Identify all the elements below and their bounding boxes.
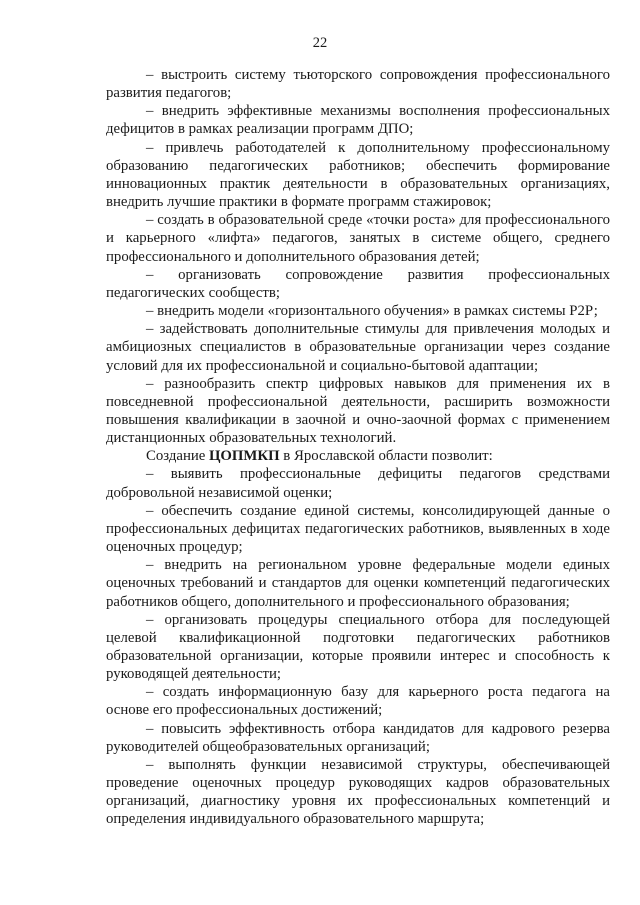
list-item: – задействовать дополнительные стимулы для привлечения молодых и амбициозных специалистов в образовательные организации через создание условий для их профессиональной и социально-бытовой адаптации; [106,321,610,374]
intro-paragraph [106,447,610,465]
list-item: – выполнять функции независимой структуры, обеспечивающей проведение оценочных процедур руководящих кадров образовательных организаций, диагностику уровня их профессиональных компетенций и определения индивидуального образовательного маршрута; [106,756,610,828]
list-item: – организовать процедуры специального отбора для последующей целевой квалификационной подготовки педагогических работников образовательной организации, которые проявили интерес и способность к руководящей деятельности; [106,611,610,683]
list-item: – создать в образовательной среде «точки роста» для профессионального и карьерного «лифта» педагогов, занятых в системе общего, среднего профессионального и дополнительного образования детей; [106,212,610,265]
list-item: – внедрить модели «горизонтального обучения» в рамках системы Р2Р; [146,303,598,320]
list-item: – создать информационную базу для карьерного роста педагога на основе его профессиональных достижений; [106,684,610,719]
list-item: – внедрить эффективные механизмы восполнения профессиональных дефицитов в рамках реализации программ ДПО; [106,103,610,138]
center-acronym: ЦОПМКП [209,448,280,465]
intro-text-before: Создание [146,448,210,465]
list-item: – выстроить систему тьюторского сопровождения профессионального развития педагогов; [106,67,610,102]
list-item: – внедрить на региональном уровне федеральные модели единых оценочных требований и стандартов для оценки компетенций педагогических работников общего, дополнительного и профессионального образования; [106,557,610,610]
list-item: – привлечь работодателей к дополнительному профессиональному образованию педагогических работников; обеспечить формирование инновационных практик деятельности в образовательных организациях, внедрить лучшие практики в формате программ стажировок; [106,139,610,211]
list-item: – организовать сопровождение развития профессиональных педагогических сообществ; [106,266,610,301]
document-body [106,66,610,829]
page-number: 22 [312,35,328,51]
list-item: – разнообразить спектр цифровых навыков для применения их в повседневной профессиональной деятельности, расширить возможности повышения квалификации в заочной и очно-заочной формах с применением дистанционных образовательных технологий. [106,375,610,447]
list-item: – повысить эффективность отбора кандидатов для кадрового резерва руководителей общеобразовательных организаций; [106,720,610,755]
list-item: – обеспечить создание единой системы, консолидирующей данные о профессиональных дефицитах педагогических работников, выявленных в ходе оценочных процедур; [106,502,610,556]
intro-text-after: в Ярославской области позволит: [279,448,493,465]
list-item: – выявить профессиональные дефициты педагогов средствами добровольной независимой оценки; [106,466,610,501]
